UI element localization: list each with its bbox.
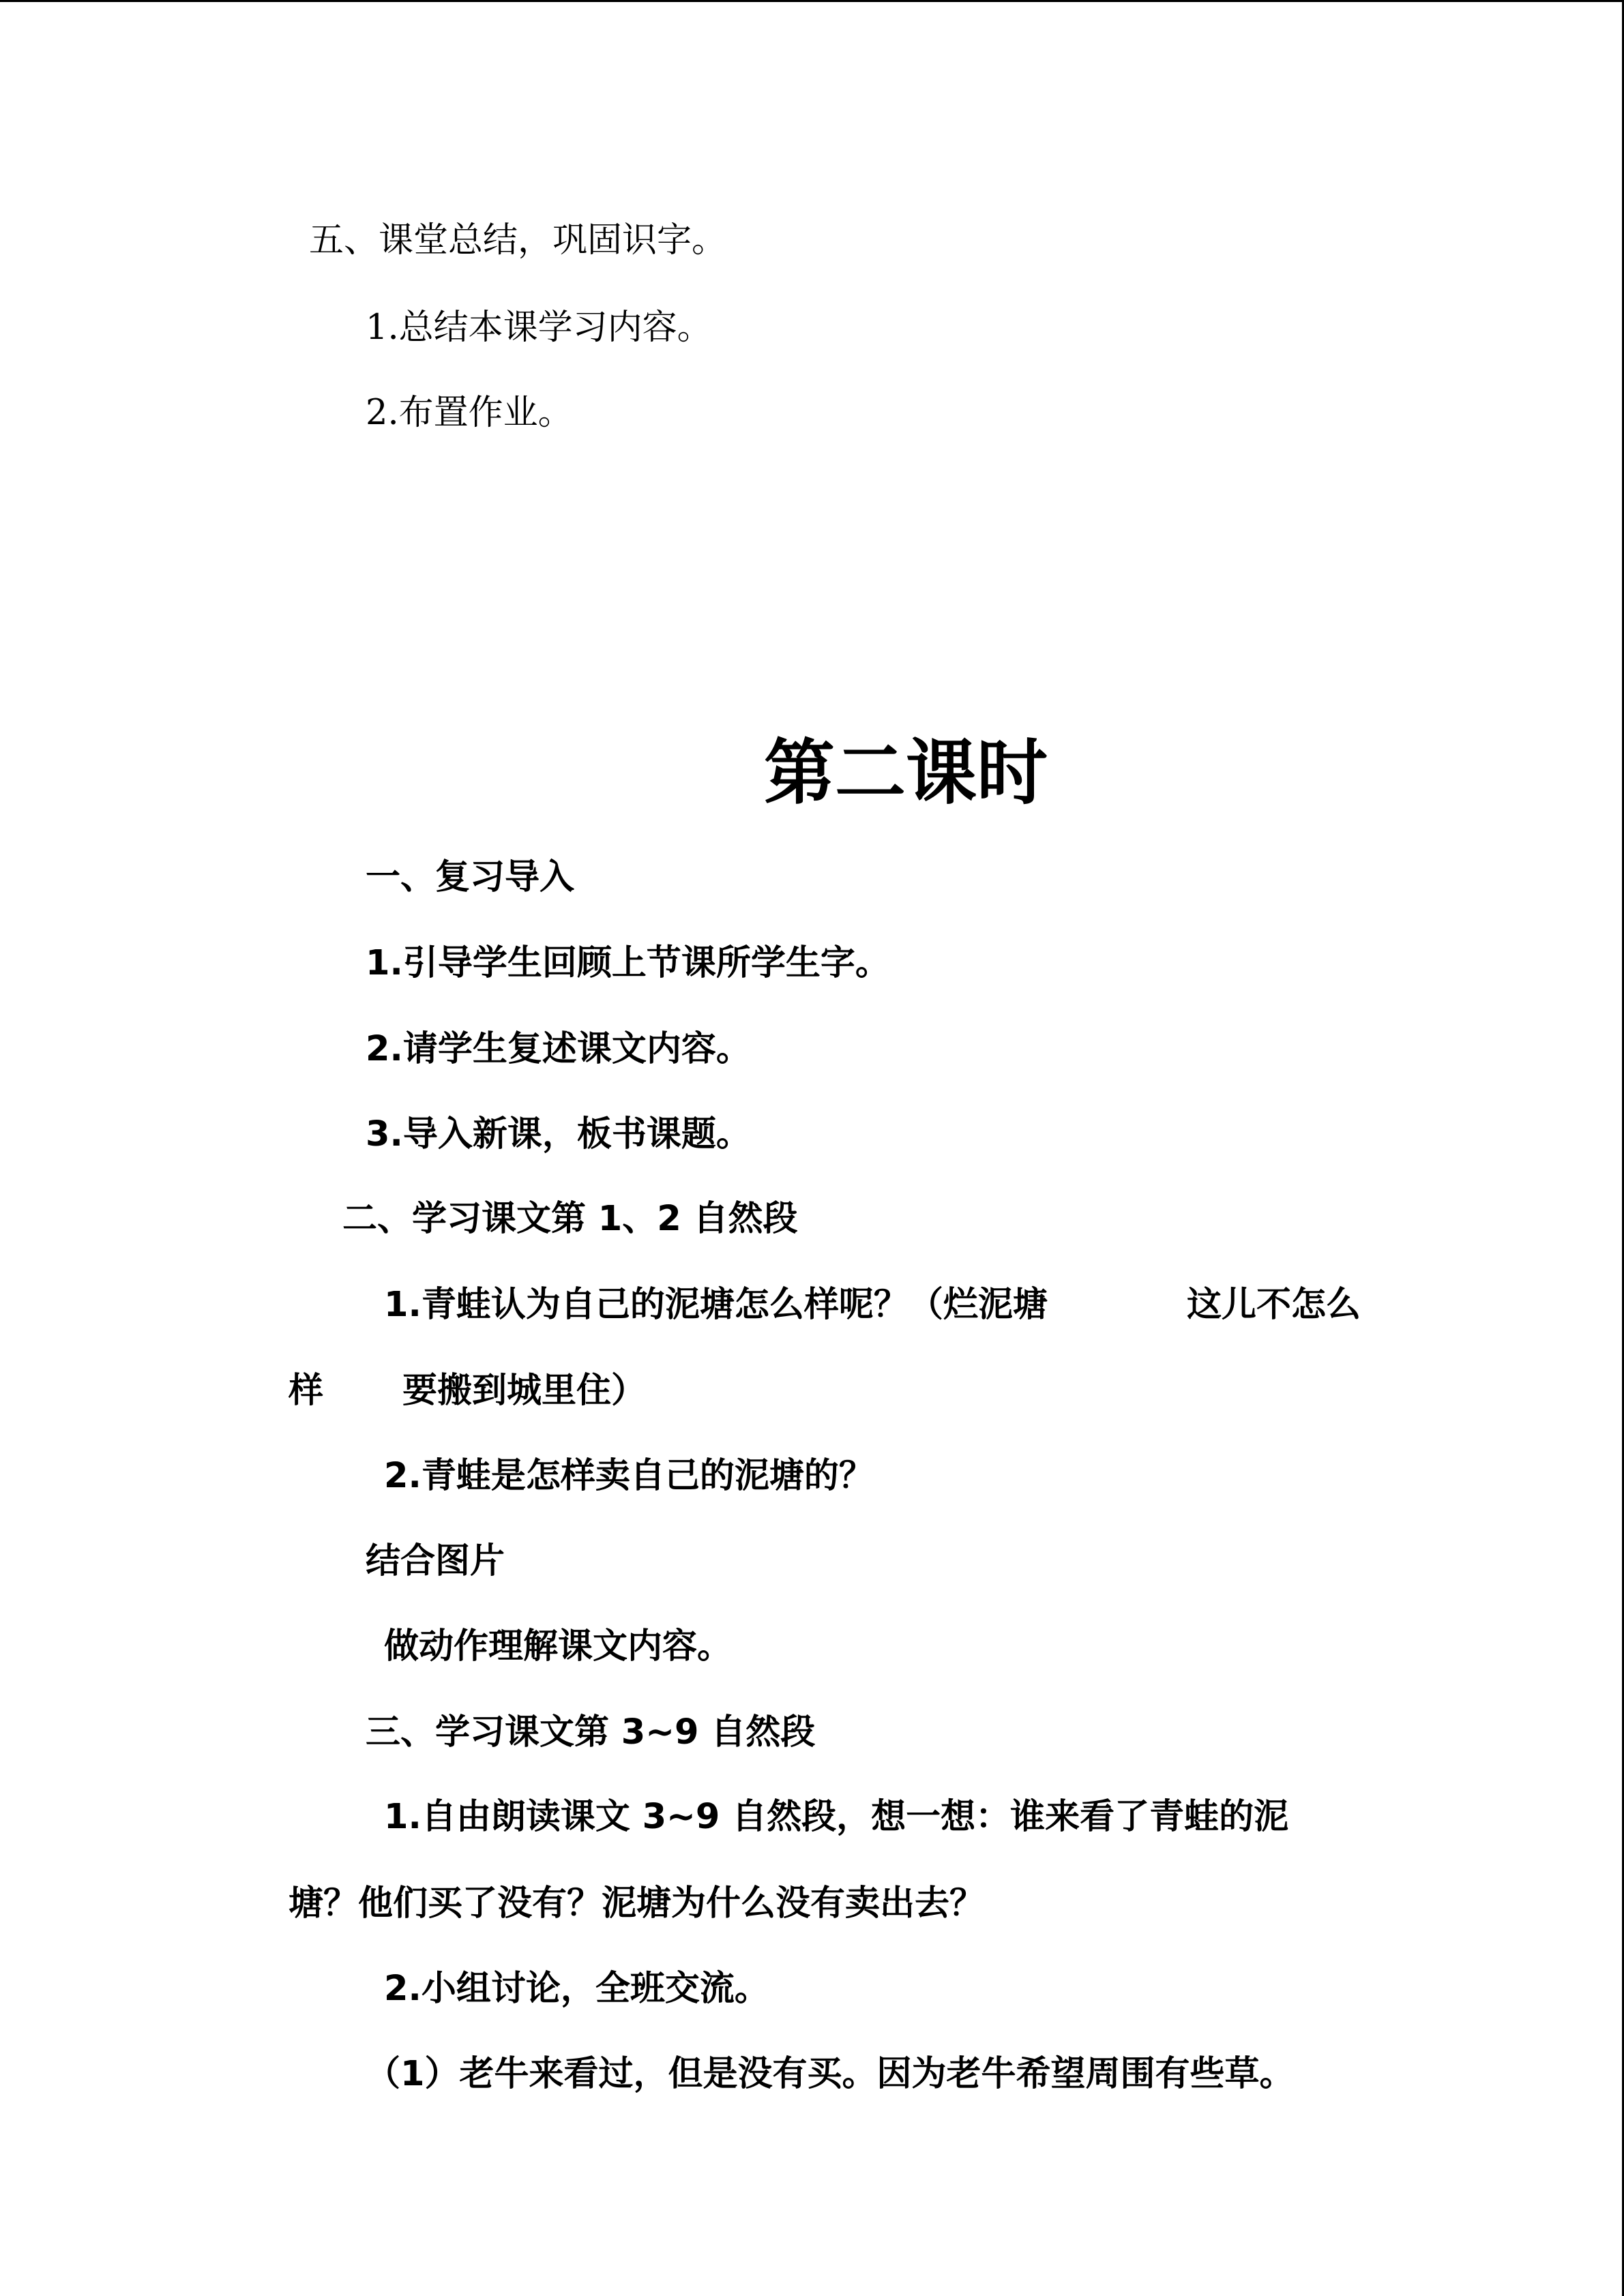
part1-heading: 一、复习导入 <box>366 857 575 897</box>
section-five-item-1: 1.总结本课学习内容。 <box>366 308 712 348</box>
part3-answer-1: （1）老牛来看过，但是没有买。因为老牛希望周围有些草。 <box>366 2054 1295 2094</box>
part2-question-1-line-2-start: 样 <box>289 1371 324 1411</box>
part3-question-2: 2.小组讨论，全班交流。 <box>384 1969 769 2009</box>
part3-question-1-line-1: 1.自由朗读课文 3~9 自然段，想一想：谁来看了青蛙的泥 <box>384 1797 1289 1837</box>
part2-note-2: 做动作理解课文内容。 <box>384 1626 733 1667</box>
part3-heading: 三、学习课文第 3~9 自然段 <box>366 1712 816 1753</box>
part3-question-1-line-2: 塘？他们买了没有？泥塘为什么没有卖出去？ <box>289 1883 985 1924</box>
part1-item-1: 1.引导学生回顾上节课所学生字。 <box>366 943 890 983</box>
section-five-heading: 五、课堂总结，巩固识字。 <box>309 220 727 260</box>
part2-question-1-line-1: 1.青蛙认为自己的泥塘怎么样呢？（烂泥塘 <box>384 1285 1048 1325</box>
part2-note-1: 结合图片 <box>366 1541 505 1581</box>
part1-item-2: 2.请学生复述课文内容。 <box>366 1029 751 1069</box>
part2-question-1-line-2-end: 要搬到城里住） <box>402 1371 647 1411</box>
section-five-item-2: 2.布置作业。 <box>366 393 573 433</box>
part2-heading: 二、学习课文第 1、2 自然段 <box>342 1199 798 1239</box>
part1-item-3: 3.导入新课，板书课题。 <box>366 1114 751 1154</box>
part2-question-1-gap: 这儿不怎么 <box>1187 1285 1361 1325</box>
part2-question-2: 2.青蛙是怎样卖自己的泥塘的？ <box>384 1456 874 1496</box>
lesson-title: 第二课时 <box>764 730 1048 814</box>
